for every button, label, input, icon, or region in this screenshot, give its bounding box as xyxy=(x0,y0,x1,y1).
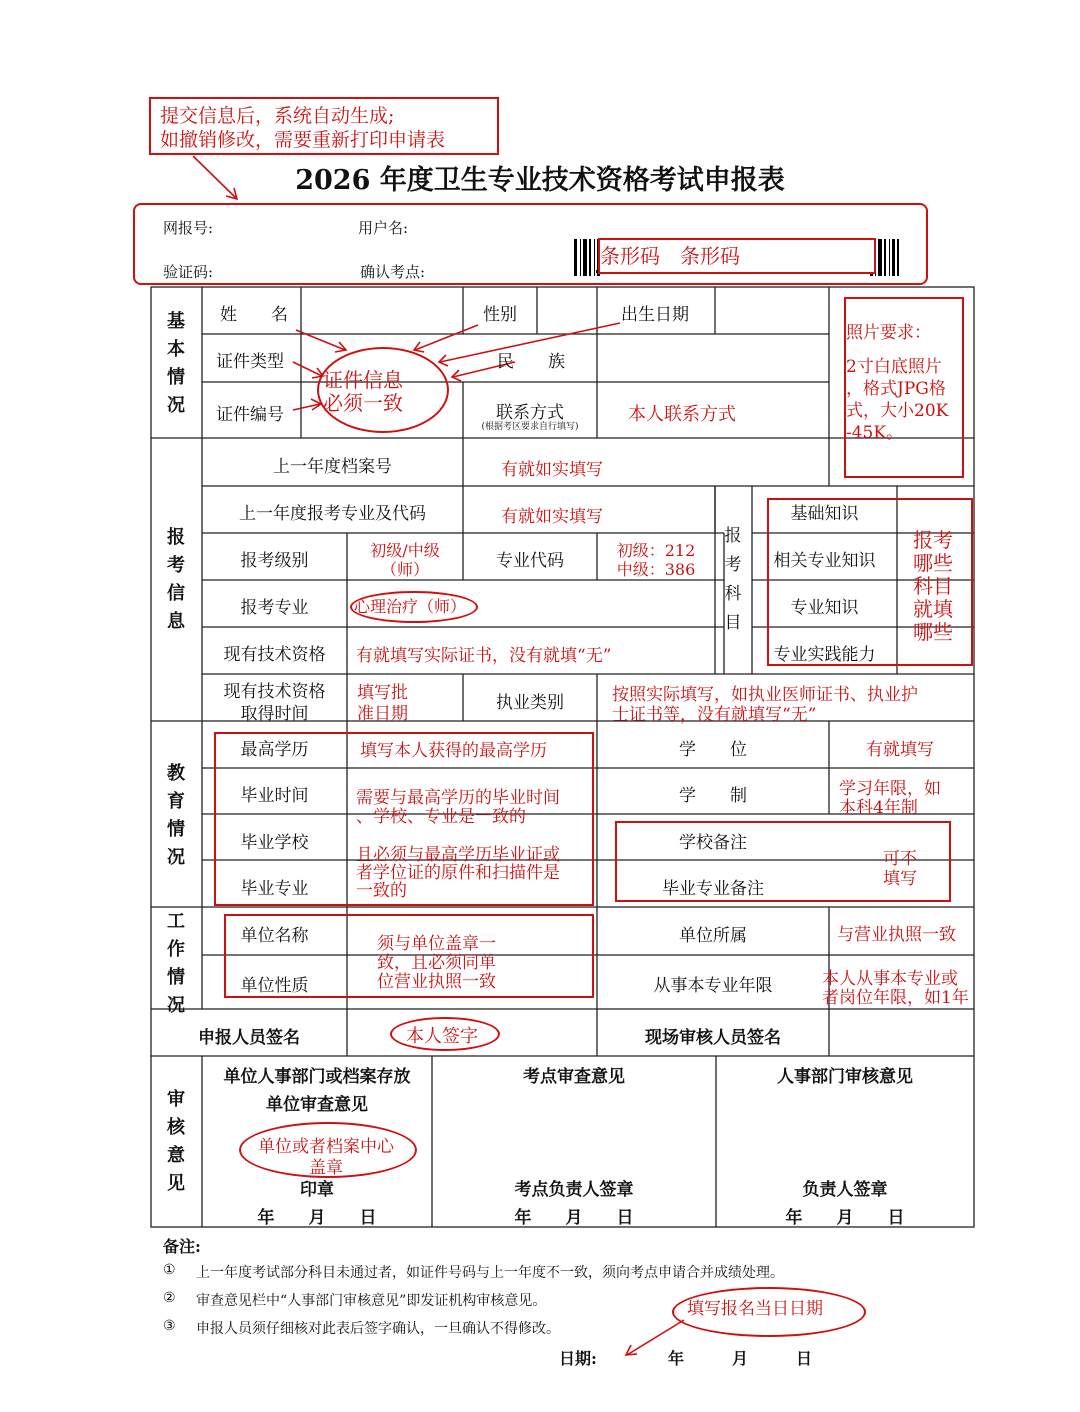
label-name: 姓 名 xyxy=(220,305,288,325)
highest-edu-value: 填写本人获得的最高学历 xyxy=(360,741,547,761)
label-unit-nature: 单位性质 xyxy=(240,976,309,996)
major-value: 心理治疗（师） xyxy=(354,597,467,616)
subjects-note-4: 就填 xyxy=(913,597,953,621)
last-major-note: 有就如实填写 xyxy=(501,507,603,527)
schooling-value-1: 学习年限，如 xyxy=(839,779,941,799)
note-3: 申报人员须仔细核对此表后签字确认，一旦确认不得修改。 xyxy=(196,1321,560,1337)
label-unit-affil: 单位所属 xyxy=(679,926,747,946)
subjects-note-2: 哪些 xyxy=(913,551,953,575)
date-review1: 年 月 日 xyxy=(257,1208,377,1228)
years-value-1: 本人从事本专业或 xyxy=(822,969,958,989)
date-fields: 年 月 日 xyxy=(668,1349,813,1368)
label-grad-time: 毕业时间 xyxy=(240,786,309,806)
username-label: 用户名: xyxy=(358,219,409,237)
label-seal2: 考点负责人签章 xyxy=(514,1180,634,1200)
label-birth: 出生日期 xyxy=(621,305,689,325)
subject-related: 相关专业知识 xyxy=(773,551,876,571)
subject-basic: 基础知识 xyxy=(790,504,859,524)
date-review2: 年 月 日 xyxy=(514,1208,634,1228)
label-gender: 性别 xyxy=(483,305,517,325)
label-last-file-no: 上一年度档案号 xyxy=(273,457,392,477)
label-id-no: 证件编号 xyxy=(216,405,284,425)
level-value-2: （师） xyxy=(380,560,429,579)
note-marker-2: ② xyxy=(163,1290,176,1306)
section-review: 审核意见 xyxy=(167,1089,185,1194)
subjects-note-3: 科目 xyxy=(913,574,953,598)
notes-heading: 备注: xyxy=(163,1237,201,1256)
section-education: 教育情况 xyxy=(167,763,185,868)
label-qual-time-1: 现有技术资格 xyxy=(223,682,326,702)
degree-value: 有就填写 xyxy=(866,740,934,760)
affil-value: 与营业执照一致 xyxy=(837,925,956,945)
subjects-note-5: 哪些 xyxy=(913,620,953,644)
section-exam: 报考信息 xyxy=(167,527,185,632)
date-review3: 年 月 日 xyxy=(785,1208,905,1228)
label-unit-name: 单位名称 xyxy=(240,926,309,946)
seal-value-2: 盖章 xyxy=(309,1158,343,1178)
date-note: 填写报名当日日期 xyxy=(687,1299,823,1319)
label-contact: 联系方式 xyxy=(496,403,564,423)
optional-2: 填写 xyxy=(883,869,917,889)
photo-line-5: 式，大小20K xyxy=(846,401,949,421)
label-grad-major: 毕业专业 xyxy=(240,879,309,899)
subject-practice: 专业实践能力 xyxy=(773,645,876,665)
wangbao-label: 网报号: xyxy=(163,219,214,237)
note-2: 审查意见栏中“人事部门审核意见”即发证机构审核意见。 xyxy=(196,1293,547,1309)
label-subjects: 报考科目 xyxy=(724,526,742,633)
note-marker-1: ① xyxy=(163,1262,176,1278)
label-ethnicity: 民 族 xyxy=(497,352,565,372)
label-qual-time-2: 取得时间 xyxy=(240,704,309,724)
label-current-qual: 现有技术资格 xyxy=(223,645,326,665)
label-years: 从事本专业年限 xyxy=(653,976,773,996)
photo-line-3: 2寸白底照片 xyxy=(846,357,942,377)
edu-consistent-5: 者学位证的原件和扫描件是 xyxy=(356,863,560,883)
qual-time-value-1: 填写批 xyxy=(357,683,408,703)
label-school-note: 学校备注 xyxy=(679,833,747,853)
site-label: 确认考点: xyxy=(360,263,426,281)
practice-value-2: 士证书等，没有就填写“无” xyxy=(612,705,817,725)
id-consistent-2: 必须一致 xyxy=(323,391,403,415)
section-basic: 基本情况 xyxy=(167,311,185,416)
level-value-1: 初级/中级 xyxy=(370,541,440,560)
photo-line-1: 照片要求： xyxy=(846,323,931,343)
label-degree: 学 位 xyxy=(679,740,747,760)
label-major-code: 专业代码 xyxy=(496,551,564,571)
edu-consistent-6: 一致的 xyxy=(356,881,407,901)
captcha-label: 验证码: xyxy=(163,263,214,281)
unit-value-2: 致，且必须同单 xyxy=(377,953,496,973)
schooling-value-2: 本科4年制 xyxy=(839,798,918,818)
photo-line-4: ，格式JPG格 xyxy=(846,379,946,399)
label-contact-note: (根据考区要求自行填写) xyxy=(481,422,579,432)
page-title: 2026 年度卫生专业技术资格考试申报表 xyxy=(295,165,785,196)
contact-note: 本人联系方式 xyxy=(628,404,736,425)
practice-value-1: 按照实际填写，如执业医师证书、执业护 xyxy=(612,685,918,705)
label-seal1: 印章 xyxy=(300,1180,334,1200)
years-value-2: 者岗位年限，如1年 xyxy=(822,988,969,1008)
subject-professional: 专业知识 xyxy=(790,598,859,618)
note-1: 上一年度考试部分科目未通过者，如证件号码与上一年度不一致，须向考点申请合并成绩处理。 xyxy=(196,1265,784,1281)
callout-line-1: 提交信息后，系统自动生成; xyxy=(160,105,395,127)
qual-time-value-2: 准日期 xyxy=(357,704,408,724)
note-marker-3: ③ xyxy=(163,1318,176,1334)
label-onsite-sign: 现场审核人员签名 xyxy=(645,1028,781,1048)
label-level: 报考级别 xyxy=(240,551,309,571)
sign-value: 本人签字 xyxy=(406,1026,478,1047)
label-schooling: 学 制 xyxy=(679,786,747,806)
barcode-text: 条形码 条形码 xyxy=(600,244,740,268)
label-major: 报考专业 xyxy=(240,598,309,618)
label-seal3: 负责人签章 xyxy=(802,1180,888,1200)
id-consistent-1: 证件信息 xyxy=(323,368,403,392)
callout-line-2: 如撤销修改，需要重新打印申请表 xyxy=(160,129,446,151)
unit-value-3: 位营业执照一致 xyxy=(377,972,496,992)
edu-consistent-4: 且必须与最高学历毕业证或 xyxy=(356,845,560,865)
edu-consistent-2: 、学校、专业是一致的 xyxy=(356,807,526,827)
unit-value-1: 须与单位盖章一 xyxy=(377,934,496,954)
section-work: 工作情况 xyxy=(167,911,185,1016)
label-grad-major-note: 毕业专业备注 xyxy=(662,879,764,899)
optional-1: 可不 xyxy=(883,849,917,869)
date-label: 日期: xyxy=(559,1349,597,1368)
label-id-type: 证件类型 xyxy=(216,352,284,372)
seal-value-1: 单位或者档案中心 xyxy=(258,1137,394,1157)
label-review1-b: 单位审查意见 xyxy=(266,1095,368,1115)
label-practice-type: 执业类别 xyxy=(496,693,564,713)
code-value-2: 中级：386 xyxy=(616,560,696,579)
label-review3: 人事部门审核意见 xyxy=(777,1067,913,1087)
qual-value: 有就填写实际证书，没有就填“无” xyxy=(356,646,612,666)
label-highest-edu: 最高学历 xyxy=(240,740,309,760)
label-applicant-sign: 申报人员签名 xyxy=(198,1028,300,1048)
label-review2: 考点审查意见 xyxy=(523,1067,625,1087)
label-review1-a: 单位人事部门或档案存放 xyxy=(223,1067,411,1087)
photo-line-6: -45K。 xyxy=(846,423,904,443)
code-value-1: 初级：212 xyxy=(616,541,696,560)
subjects-note-1: 报考 xyxy=(913,528,953,552)
label-grad-school: 毕业学校 xyxy=(240,833,309,853)
last-file-no-note: 有就如实填写 xyxy=(501,460,603,480)
label-last-major: 上一年度报考专业及代码 xyxy=(239,504,426,524)
edu-consistent-1: 需要与最高学历的毕业时间 xyxy=(356,788,560,808)
